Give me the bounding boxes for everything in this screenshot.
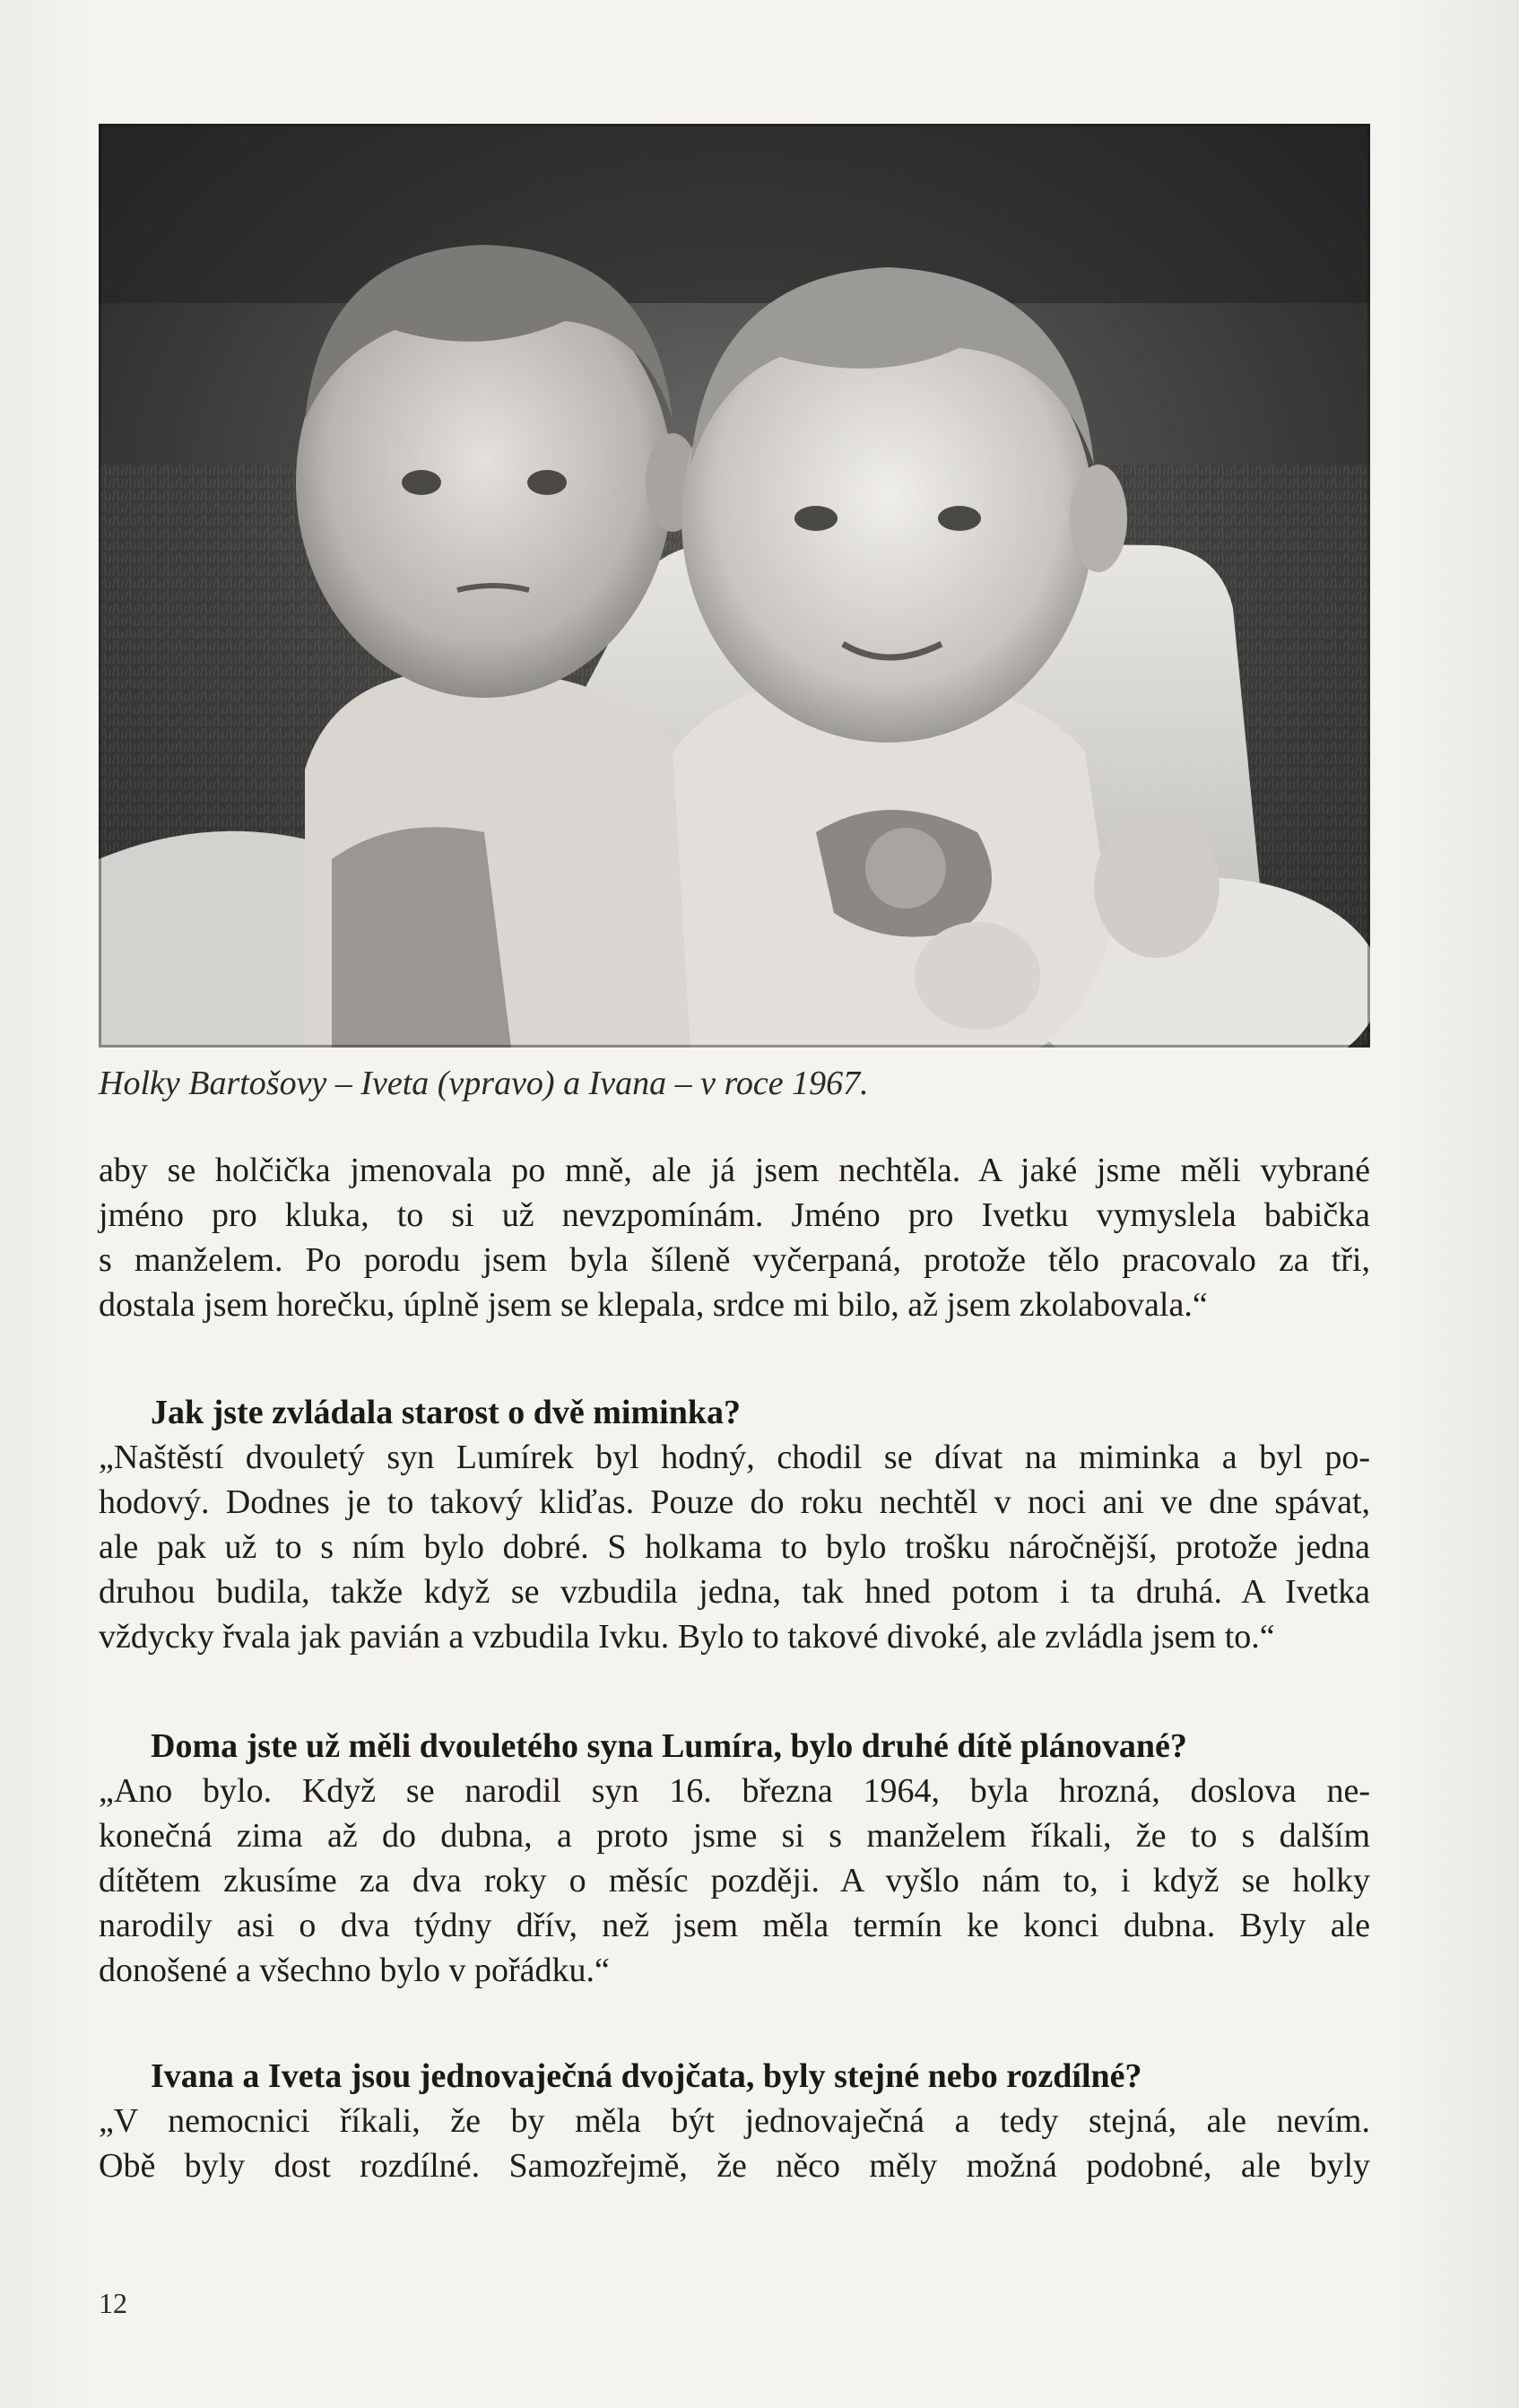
question-heading-3: Ivana a Iveta jsou jednovaječná dvojčata, byly stejné nebo rozdílné? — [151, 2057, 1142, 2095]
paragraph-line: „Naštěstí dvouletý syn Lumírek byl hodný, chodil se dívat na miminka a byl po- — [99, 1439, 1370, 1476]
photo-caption: Holky Bartošovy – Iveta (vpravo) a Ivana – v roce 1967. — [99, 1065, 869, 1102]
paragraph-line: dostala jsem horečku, úplně jsem se klepala, srdce mi bilo, až jsem zkolabovala.“ — [99, 1286, 1208, 1324]
paragraph-line: s manželem. Po porodu jsem byla šíleně vyčerpaná, protože tělo pracovalo za tři, — [99, 1241, 1370, 1279]
paragraph-line: narodily asi o dva týdny dřív, než jsem měla termín ke konci dubna. Byly ale — [99, 1907, 1370, 1944]
paragraph-line: jméno pro kluka, to si už nevzpomínám. Jméno pro Ivetku vymyslela babička — [99, 1196, 1370, 1234]
answer-2 — [99, 1769, 1370, 1993]
paragraph-line: ale pak už to s ním bylo dobré. S holkama to bylo trošku náročnější, protože jedna — [99, 1528, 1370, 1566]
twins-photograph — [99, 124, 1370, 1048]
answer-3 — [99, 2099, 1370, 2188]
paragraph-line: hodový. Dodnes je to takový kliďas. Pouze do roku nechtěl v noci ani ve dne spávat, — [99, 1483, 1370, 1521]
paragraph-line: dítětem zkusíme za dva roky o měsíc později. A vyšlo nám to, i když se holky — [99, 1862, 1370, 1899]
paragraph-line: „Ano bylo. Když se narodil syn 16. března 1964, byla hrozná, doslova ne- — [99, 1772, 1370, 1810]
paragraph-line: druhou budila, takže když se vzbudila jedna, tak hned potom i ta druhá. A Ivetka — [99, 1573, 1370, 1611]
twins-photograph-image — [99, 124, 1370, 1048]
paragraph-line: vždycky řvala jak pavián a vzbudila Ivku. Bylo to takové divoké, ale zvládla jsem to.“ — [99, 1618, 1275, 1656]
question-heading-2: Doma jste už měli dvouletého syna Lumíra, bylo druhé dítě plánované? — [151, 1727, 1187, 1765]
paragraph-intro — [99, 1148, 1370, 1327]
paragraph-line: aby se holčička jmenovala po mně, ale já jsem nechtěla. A jaké jsme měli vybrané — [99, 1152, 1370, 1189]
answer-1 — [99, 1435, 1370, 1659]
paragraph-line: donošené a všechno bylo v pořádku.“ — [99, 1952, 610, 1989]
question-heading-1: Jak jste zvládala starost o dvě miminka? — [151, 1394, 741, 1431]
paragraph-line: „V nemocnici říkali, že by měla být jednovaječná a tedy stejná, ale nevím. — [99, 2102, 1370, 2140]
paragraph-line: Obě byly dost rozdílné. Samozřejmě, že něco měly možná podobné, ale byly — [99, 2147, 1370, 2185]
paragraph-line: konečná zima až do dubna, a proto jsme si s manželem říkali, že to s dalším — [99, 1817, 1370, 1855]
page-number: 12 — [99, 2287, 127, 2319]
